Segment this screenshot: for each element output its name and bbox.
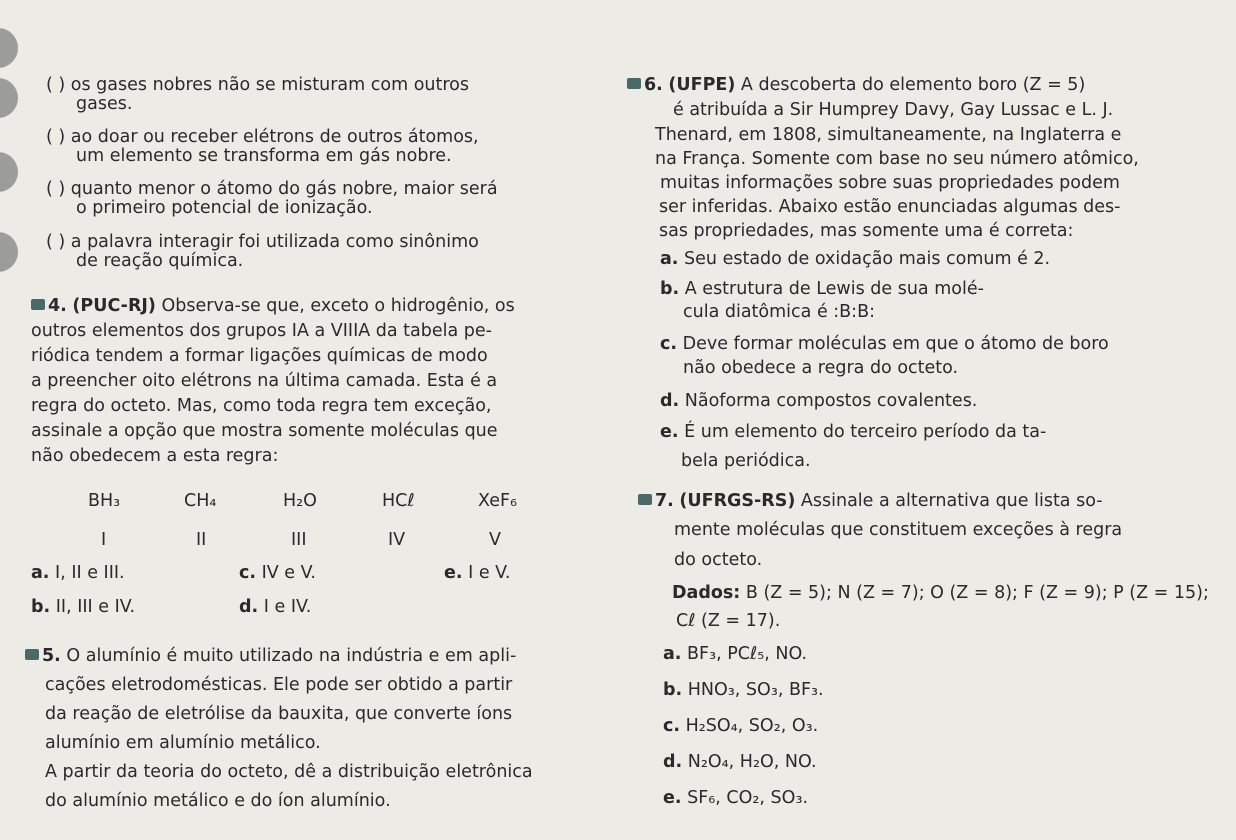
question-badge-icon (25, 649, 39, 660)
statement-line: ( ) os gases nobres não se misturam com outros (46, 75, 469, 95)
option-text: IV e V. (261, 563, 316, 583)
option-text: não obedece a regra do octeto. (683, 358, 959, 378)
option-text: II, III e IV. (55, 597, 136, 617)
option-text: Nãoforma compostos covalentes. (684, 391, 978, 411)
binder-hole (0, 232, 18, 272)
dados-line (672, 583, 1209, 603)
answer-option (660, 279, 984, 299)
question-text: da reação de eletrólise da bauxita, que converte íons (45, 704, 513, 724)
option-text: I e V. (468, 563, 511, 583)
question-text: do octeto. (674, 550, 763, 570)
option-text: H₂SO₄, SO₂, O₃. (685, 716, 819, 736)
question-text: outros elementos dos grupos IA a VIIIA da tabela pe- (31, 321, 492, 341)
statement-line: ( ) a palavra interagir foi utilizada como sinônimo (46, 232, 479, 252)
option-letter: c. (660, 334, 678, 354)
answer-option (663, 752, 817, 772)
question-text: cações eletrodomésticas. Ele pode ser obtido a partir (45, 675, 513, 695)
option-letter: a. (663, 644, 682, 664)
option-text: A estrutura de Lewis de sua molé- (684, 279, 984, 299)
answer-option (444, 563, 510, 583)
question-text: Assinale a alternativa que lista so- (795, 491, 1103, 511)
roman-numeral: III (291, 530, 307, 550)
question-text: mente moléculas que constituem exceções à regra (674, 520, 1123, 540)
answer-option (31, 563, 125, 583)
molecule-label: XeF₆ (478, 491, 518, 511)
question-source: (UFPE) (668, 75, 736, 95)
answer-option (660, 334, 1109, 354)
option-text: Seu estado de oxidação mais comum é 2. (684, 249, 1051, 269)
question-badge-icon (31, 299, 45, 310)
roman-numeral: II (196, 530, 207, 550)
question-text: Thenard, em 1808, simultaneamente, na Inglaterra e (655, 125, 1122, 145)
option-letter: e. (444, 563, 463, 583)
statement-line: o primeiro potencial de ionização. (76, 198, 373, 218)
answer-option (660, 249, 1050, 269)
question-text: sas propriedades, mas somente uma é correta: (659, 221, 1074, 241)
dados-label: Dados: (672, 583, 741, 603)
question-number: 7. (655, 491, 674, 511)
option-text: HNO₃, SO₃, BF₃. (687, 680, 824, 700)
question-number: 4. (48, 296, 67, 316)
roman-numeral: V (489, 530, 501, 550)
option-text: SF₆, CO₂, SO₃. (687, 788, 809, 808)
question-text: não obedecem a esta regra: (31, 446, 279, 466)
answer-option (663, 716, 818, 736)
question-text: muitas informações sobre suas propriedades podem (660, 173, 1120, 193)
statement-line: gases. (76, 94, 133, 114)
molecule-label: HCℓ (382, 491, 415, 511)
molecule-label: H₂O (283, 491, 317, 511)
question-text: a preencher oito elétrons na última camada. Esta é a (31, 371, 498, 391)
question-badge-icon (638, 494, 652, 505)
option-text: I, II e III. (55, 563, 125, 583)
question-text: O alumínio é muito utilizado na indústria e em apli- (60, 646, 517, 666)
answer-option (660, 422, 1046, 442)
question-text: do alumínio metálico e do íon alumínio. (45, 791, 391, 811)
statement-line: ( ) quanto menor o átomo do gás nobre, maior será (46, 179, 498, 199)
question-number: 5. (42, 646, 61, 666)
option-letter: a. (31, 563, 50, 583)
statement-line: ( ) ao doar ou receber elétrons de outros átomos, (46, 127, 479, 147)
option-letter: b. (31, 597, 51, 617)
option-letter: a. (660, 249, 679, 269)
question-number: 6. (644, 75, 663, 95)
answer-option (663, 644, 807, 664)
option-letter: e. (660, 422, 679, 442)
binder-hole (0, 152, 18, 192)
question-badge-icon (627, 78, 641, 89)
answer-option (660, 391, 977, 411)
option-text: BF₃, PCℓ₅, NO. (687, 644, 808, 664)
question-text: A partir da teoria do octeto, dê a distribuição eletrônica (45, 762, 533, 782)
option-letter: c. (239, 563, 257, 583)
option-text: É um elemento do terceiro período da ta- (684, 422, 1047, 442)
question-text: A descoberta do elemento boro (Z = 5) (735, 75, 1086, 95)
binder-hole (0, 78, 18, 118)
question-text: assinale a opção que mostra somente moléculas que (31, 421, 498, 441)
option-text: I e IV. (263, 597, 312, 617)
roman-numeral: I (101, 530, 107, 550)
binder-hole (0, 28, 18, 68)
statement-line: de reação química. (76, 251, 244, 271)
question-text: regra do octeto. Mas, como toda regra tem exceção, (31, 396, 492, 416)
option-text: bela periódica. (681, 451, 811, 471)
option-letter: d. (239, 597, 259, 617)
option-letter: e. (663, 788, 682, 808)
statement-line: um elemento se transforma em gás nobre. (76, 146, 452, 166)
roman-numeral: IV (388, 530, 406, 550)
option-letter: b. (660, 279, 680, 299)
question-source: (UFRGS-RS) (679, 491, 796, 511)
option-letter: b. (663, 680, 683, 700)
dados-text: Cℓ (Z = 17). (676, 611, 781, 631)
answer-option (239, 597, 311, 617)
option-letter: d. (663, 752, 683, 772)
option-letter: d. (660, 391, 680, 411)
dados-text: B (Z = 5); N (Z = 7); O (Z = 8); F (Z = 9); P (Z = 15); (740, 583, 1209, 603)
option-text: Deve formar moléculas em que o átomo de boro (682, 334, 1109, 354)
answer-option (31, 597, 135, 617)
question-source: (PUC-RJ) (72, 296, 156, 316)
molecule-label: BH₃ (88, 491, 121, 511)
answer-option (663, 680, 824, 700)
option-text: cula diatômica é :B:B: (683, 302, 875, 322)
question-text: alumínio em alumínio metálico. (45, 733, 321, 753)
option-letter: c. (663, 716, 681, 736)
question-text: ser inferidas. Abaixo estão enunciadas algumas des- (659, 197, 1121, 217)
question-text: Observa-se que, exceto o hidrogênio, os (155, 296, 515, 316)
molecule-label: CH₄ (184, 491, 217, 511)
question-text: na França. Somente com base no seu número atômico, (655, 149, 1139, 169)
question-text: riódica tendem a formar ligações químicas de modo (31, 346, 488, 366)
question-text: é atribuída a Sir Humprey Davy, Gay Lussac e L. J. (673, 100, 1114, 120)
answer-option (239, 563, 316, 583)
answer-option (663, 788, 808, 808)
option-text: N₂O₄, H₂O, NO. (687, 752, 817, 772)
